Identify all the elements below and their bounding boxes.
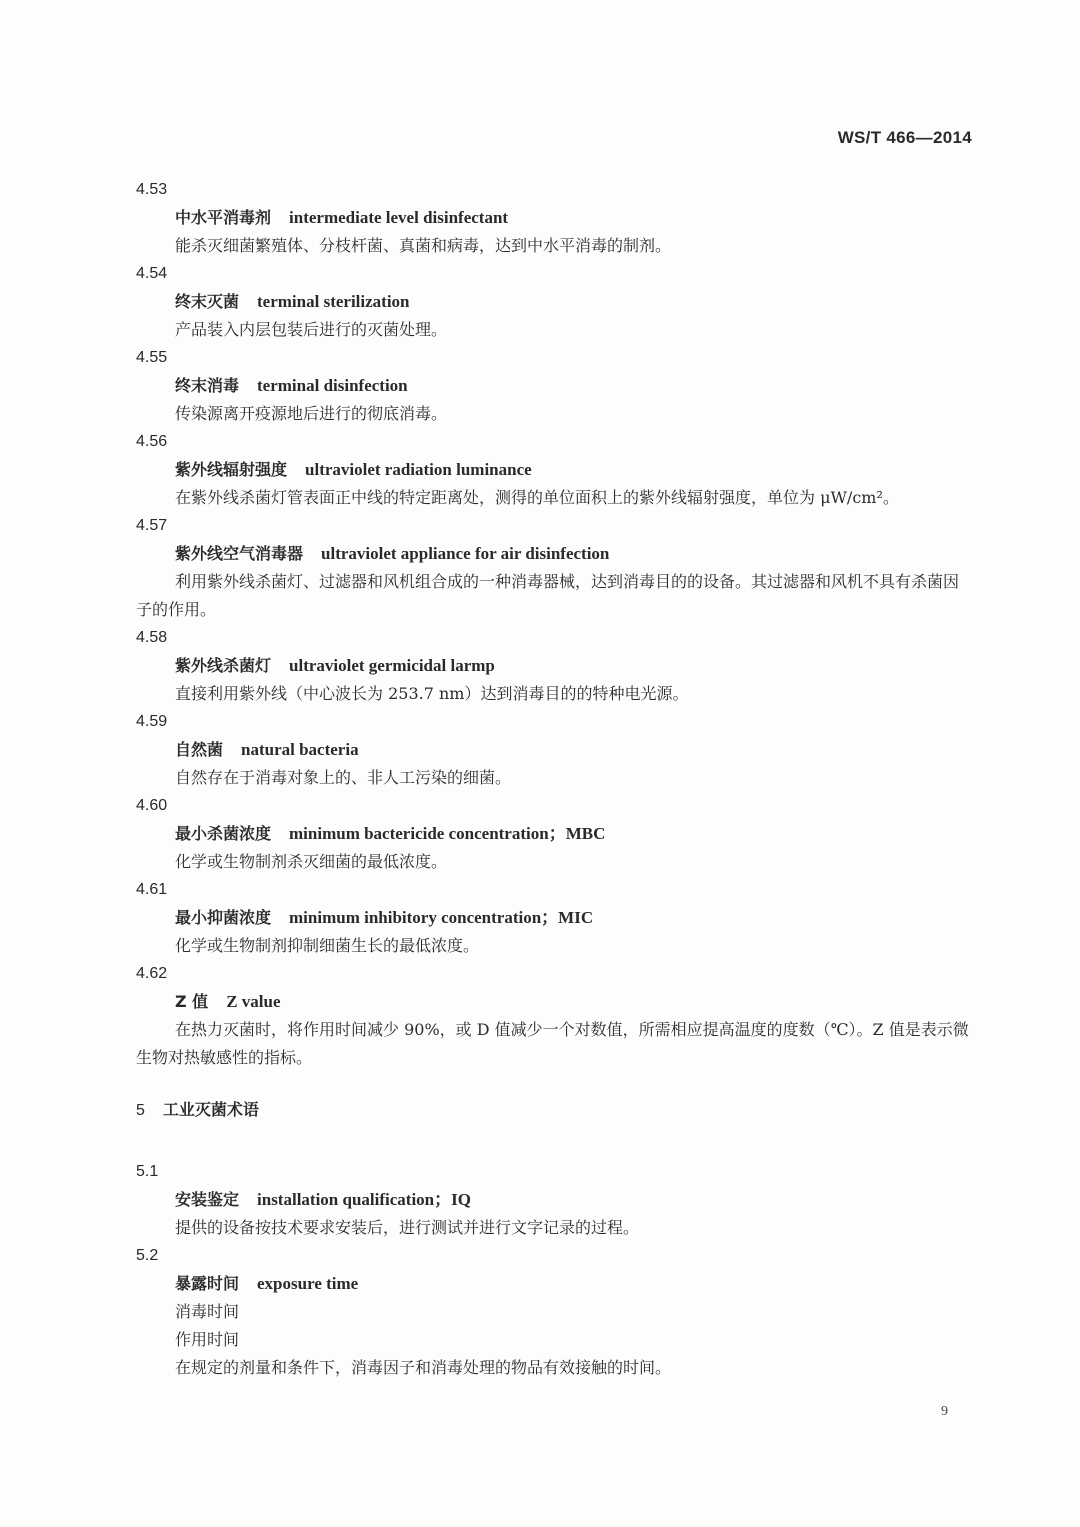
term-number: 4.54 <box>136 265 168 282</box>
term-definition: 化学或生物制剂杀灭细菌的最低浓度。 <box>175 852 448 871</box>
document-body <box>0 176 1080 1382</box>
term-name-en: minimum inhibitory concentration；MIC <box>289 908 594 927</box>
term-number: 4.61 <box>136 881 168 898</box>
term-definition: 提供的设备按技术要求安装后，进行测试并进行文字记录的过程。 <box>175 1218 640 1237</box>
term-definition: 能杀灭细菌繁殖体、分枝杆菌、真菌和病毒，达到中水平消毒的制剂。 <box>175 236 672 255</box>
term-definition: 自然存在于消毒对象上的、非人工污染的细菌。 <box>175 768 512 787</box>
term-entry-4-57 <box>0 512 1080 624</box>
term-entry-5-1 <box>0 1158 1080 1242</box>
term-name <box>0 652 1080 680</box>
term-definition: 在规定的剂量和条件下，消毒因子和消毒处理的物品有效接触的时间。 <box>175 1358 672 1377</box>
term-name-zh: 紫外线辐射强度 <box>175 460 288 479</box>
term-number: 4.60 <box>136 797 168 814</box>
term-entry-4-53 <box>0 176 1080 260</box>
term-name-en: terminal sterilization <box>257 292 410 311</box>
term-entry-4-58 <box>0 624 1080 708</box>
term-name-en: ultraviolet radiation luminance <box>305 460 532 479</box>
term-name <box>0 456 1080 484</box>
term-entry-4-61 <box>0 876 1080 960</box>
term-name <box>0 820 1080 848</box>
section-heading-5 <box>0 1096 1080 1124</box>
term-number: 4.53 <box>136 181 168 198</box>
page-number: 9 <box>941 1404 948 1419</box>
term-name-en: natural bacteria <box>241 740 359 759</box>
term-entry-4-59 <box>0 708 1080 792</box>
term-name-zh: 安装鉴定 <box>175 1190 240 1209</box>
term-number: 4.58 <box>136 629 168 646</box>
term-number: 4.55 <box>136 349 168 366</box>
term-entry-5-2 <box>0 1242 1080 1382</box>
section-number: 5 <box>136 1102 145 1119</box>
term-name <box>0 736 1080 764</box>
term-name <box>0 540 1080 568</box>
term-name-zh: Z 值 <box>175 992 209 1011</box>
term-name-en: minimum bactericide concentration；MBC <box>289 824 606 843</box>
term-name-en: intermediate level disinfectant <box>289 208 509 227</box>
term-name-en: exposure time <box>257 1274 359 1293</box>
term-entry-4-54 <box>0 260 1080 344</box>
term-name-zh: 暴露时间 <box>175 1274 240 1293</box>
term-synonym: 作用时间 <box>175 1330 240 1349</box>
term-number: 4.62 <box>136 965 168 982</box>
term-name-zh: 最小抑菌浓度 <box>175 908 272 927</box>
term-number: 4.59 <box>136 713 168 730</box>
term-definition: 化学或生物制剂抑制细菌生长的最低浓度。 <box>175 936 480 955</box>
term-definition: 传染源离开疫源地后进行的彻底消毒。 <box>175 404 448 423</box>
term-name <box>0 904 1080 932</box>
term-name-zh: 终末灭菌 <box>175 292 240 311</box>
term-definition: 直接利用紫外线（中心波长为 253.7 nm）达到消毒目的的特种电光源。 <box>175 684 689 703</box>
term-synonym: 消毒时间 <box>175 1302 240 1321</box>
term-definition: 在紫外线杀菌灯管表面正中线的特定距离处，测得的单位面积上的紫外线辐射强度，单位为 μW/cm²。 <box>175 488 899 507</box>
term-number: 4.56 <box>136 433 168 450</box>
term-definition: 利用紫外线杀菌灯、过滤器和风机组合成的一种消毒器械，达到消毒目的的设备。其过滤器和风机不具有杀菌因子的作用。 <box>136 572 960 619</box>
term-name <box>0 288 1080 316</box>
term-entry-4-62 <box>0 960 1080 1072</box>
term-name-zh: 自然菌 <box>175 740 224 759</box>
term-name-en: installation qualification；IQ <box>257 1190 471 1209</box>
term-name <box>0 1270 1080 1298</box>
term-name-en: terminal disinfection <box>257 376 408 395</box>
term-name-zh: 紫外线空气消毒器 <box>175 544 304 563</box>
term-name-en: ultraviolet germicidal larmp <box>289 656 495 675</box>
term-name-en: ultraviolet appliance for air disinfection <box>321 544 610 563</box>
standard-code: WS/T 466—2014 <box>837 128 972 147</box>
term-number: 5.2 <box>136 1247 159 1264</box>
term-name <box>0 372 1080 400</box>
term-name-zh: 紫外线杀菌灯 <box>175 656 272 675</box>
term-name <box>0 1186 1080 1214</box>
term-name <box>0 204 1080 232</box>
section-title: 工业灭菌术语 <box>162 1100 259 1119</box>
term-number: 4.57 <box>136 517 168 534</box>
term-name-zh: 中水平消毒剂 <box>175 208 272 227</box>
term-definition: 在热力灭菌时，将作用时间减少 90%，或 D 值减少一个对数值，所需相应提高温度的度数（℃）。Z 值是表示微生物对热敏感性的指标。 <box>136 1020 969 1067</box>
term-entry-4-55 <box>0 344 1080 428</box>
term-name-zh: 最小杀菌浓度 <box>175 824 272 843</box>
term-name <box>0 988 1080 1016</box>
term-name-zh: 终末消毒 <box>175 376 240 395</box>
term-number: 5.1 <box>136 1163 159 1180</box>
term-definition: 产品装入内层包装后进行的灭菌处理。 <box>175 320 448 339</box>
term-entry-4-60 <box>0 792 1080 876</box>
term-entry-4-56 <box>0 428 1080 512</box>
term-name-en: Z value <box>226 992 281 1011</box>
